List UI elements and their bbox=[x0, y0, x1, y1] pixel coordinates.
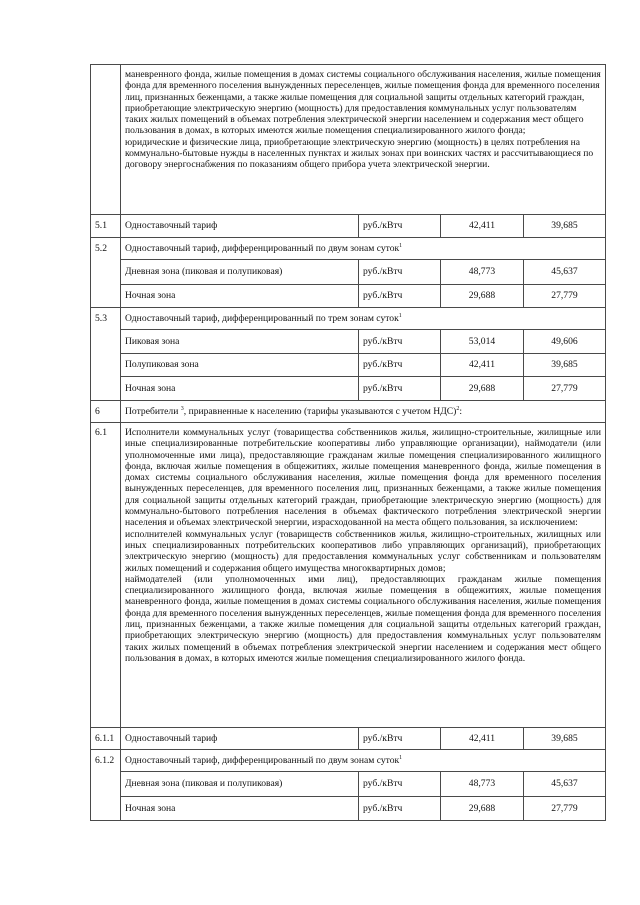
section-header bbox=[121, 401, 606, 423]
unit: руб./кВтч bbox=[359, 285, 441, 308]
table-row-5-1 bbox=[91, 215, 606, 238]
tariff-name: Одноставочный тариф, дифференцированный по трем зонам суток bbox=[125, 312, 399, 324]
row-number bbox=[91, 238, 121, 308]
unit: руб./кВтч bbox=[359, 772, 441, 797]
row-number: 6.1.1 bbox=[91, 728, 121, 750]
table-row-5-3-halfpeak bbox=[91, 354, 606, 377]
value-2: 39,685 bbox=[524, 728, 606, 750]
unit: руб./кВтч bbox=[359, 354, 441, 377]
value-2: 45,637 bbox=[524, 772, 606, 797]
tariff-group-header bbox=[121, 308, 606, 330]
tariff-table bbox=[90, 64, 606, 821]
row-number: 5.1 bbox=[91, 215, 121, 238]
value-2: 27,779 bbox=[524, 797, 606, 821]
value-1: 42,411 bbox=[441, 354, 524, 377]
intro-paragraph-2: юридические и физические лица, приобретающие электрическую энергию (мощность) в целях потребления на коммунально-бытовые нужды в населенных пунктах и жилых зонах при воинских частях и рассчитывающиеся по договору энергоснабжения по показаниям общего прибора учета электрической энергии. bbox=[125, 136, 594, 171]
row-number bbox=[91, 750, 121, 821]
row-number-text: 5.3 bbox=[95, 313, 107, 324]
table-row-intro bbox=[91, 65, 606, 215]
unit: руб./кВтч bbox=[359, 728, 441, 750]
consumers-paragraph-3: наймодателей (или уполномоченных ими лиц), предоставляющих гражданам жилые помещения специализированного жилищного фонда, включая жилые помещения в общежитиях, жилые помещения маневренного фонда, жилые помещения в домах системы социального обслуживания населения, жилые помещения фонда для временного поселения вынужденных переселенцев, жилые помещения фонда для временного поселения лиц, признанных беженцами, а также жилые помещения для социальной защиты отдельных категорий граждан, приобретающих электрическую энергию (мощность) для предоставления коммунальных услуг пользователям таких жилых помещений в объемах потребления электрической энергии населением и содержания мест общего пользования в домах, в которых имеются жилые помещения специализированного жилого фонда. bbox=[125, 573, 601, 664]
footnote-mark: 1 bbox=[399, 754, 403, 761]
zone-name: Ночная зона bbox=[121, 797, 359, 821]
table-row-6 bbox=[91, 401, 606, 423]
value-2: 27,779 bbox=[524, 285, 606, 308]
value-1: 29,688 bbox=[441, 377, 524, 401]
value-1: 48,773 bbox=[441, 260, 524, 285]
tariff-table-page bbox=[90, 64, 605, 821]
consumers-paragraph-1: Исполнители коммунальных услуг (товарищества собственников жилья, жилищно-строительные, жилищные или иные специализированные потребительские кооперативы либо управляющие организации), наймодатели (или уполномоченные ими лица), предоставляющие гражданам жилые помещения специализированного жилищного фонда, включая жилые помещения в общежитиях, жилые помещения маневренного фонда, жилые помещения в домах системы социального обслуживания населения, жилые помещения фонда для временного поселения вынужденных переселенцев, для временного поселения лиц, признанных беженцами, а также жилые помещения для социальной защиты отдельных категорий граждан, приобретающие электрическую энергию (мощность) для коммунально-бытового потребления населения в объемах фактического потребления электрической энергии населения и объемах электрической энергии, израсходованной на места общего пользования, за исключением: bbox=[125, 427, 601, 529]
section-title-c: : bbox=[459, 405, 463, 417]
value-1: 42,411 bbox=[441, 215, 524, 238]
tariff-name: Одноставочный тариф, дифференцированный по двум зонам суток bbox=[125, 754, 400, 766]
footnote-mark: 1 bbox=[398, 312, 402, 319]
table-row-6-1-2-night bbox=[91, 797, 606, 821]
row-number-text: 5.2 bbox=[95, 243, 107, 254]
zone-name: Дневная зона (пиковая и полупиковая) bbox=[121, 260, 359, 285]
unit: руб./кВтч bbox=[359, 797, 441, 821]
table-row-5-2-day bbox=[91, 260, 606, 285]
section-title-b: , приравненные к населению (тарифы указываются с учетом НДС) bbox=[183, 405, 457, 417]
footnote-mark: 3 bbox=[180, 405, 184, 412]
table-row-5-3-night bbox=[91, 377, 606, 401]
unit: руб./кВтч bbox=[359, 260, 441, 285]
tariff-name: Одноставочный тариф bbox=[121, 215, 359, 238]
unit: руб./кВтч bbox=[359, 377, 441, 401]
consumers-description bbox=[121, 423, 606, 728]
value-1: 29,688 bbox=[441, 285, 524, 308]
row-number: 6 bbox=[91, 401, 121, 423]
row-number-text: 6.1.2 bbox=[95, 755, 115, 766]
zone-name: Полупиковая зона bbox=[121, 354, 359, 377]
table-row-5-3-peak bbox=[91, 330, 606, 354]
table-row-5-2-night bbox=[91, 285, 606, 308]
footnote-mark: 1 bbox=[399, 242, 403, 249]
row-number-empty bbox=[91, 65, 121, 215]
zone-name: Ночная зона bbox=[121, 285, 359, 308]
zone-name: Ночная зона bbox=[121, 377, 359, 401]
value-1: 53,014 bbox=[441, 330, 524, 354]
table-row-5-2 bbox=[91, 238, 606, 260]
tariff-name: Одноставочный тариф, дифференцированный по двум зонам суток bbox=[125, 242, 400, 254]
footnote-mark: 2 bbox=[456, 405, 460, 412]
value-1: 48,773 bbox=[441, 772, 524, 797]
value-2: 27,779 bbox=[524, 377, 606, 401]
unit: руб./кВтч bbox=[359, 330, 441, 354]
tariff-group-header bbox=[121, 750, 606, 772]
value-1: 42,411 bbox=[441, 728, 524, 750]
consumers-paragraph-2: исполнителей коммунальных услуг (товариществ собственников жилья, жилищно-строительных, жилищных или иных специализированных потребительских кооперативов либо управляющих организаций), приобретающих электрическую энергию (мощность) для предоставления коммунальных услуг собственникам и пользователям жилых помещений и содержания общего имущества многоквартирных домов; bbox=[125, 528, 601, 574]
intro-description bbox=[121, 65, 606, 215]
table-row-6-1 bbox=[91, 423, 606, 728]
zone-name: Дневная зона (пиковая и полупиковая) bbox=[121, 772, 359, 797]
row-number bbox=[91, 308, 121, 401]
value-2: 45,637 bbox=[524, 260, 606, 285]
value-1: 29,688 bbox=[441, 797, 524, 821]
table-row-5-3 bbox=[91, 308, 606, 330]
row-number bbox=[91, 423, 121, 728]
zone-name: Пиковая зона bbox=[121, 330, 359, 354]
section-title-a: Потребители bbox=[125, 405, 179, 417]
tariff-group-header bbox=[121, 238, 606, 260]
value-2: 49,606 bbox=[524, 330, 606, 354]
intro-paragraph-1: маневренного фонда, жилые помещения в домах системы социального обслуживания населения, жилые помещения фонда для временного поселения вынужденных переселенцев, жилые помещения фонда для временного поселения лиц, признанных беженцами, а также жилые помещения для социальной защиты отдельных категорий граждан, приобретающие электрическую энергию (мощность) для предоставления коммунальных услуг пользователям таких жилых помещений в объемах потребления электрической энергии населением и содержания мест общего пользования в домах, в которых имеются жилые помещения специализированного жилого фонда; bbox=[125, 69, 601, 137]
value-2: 39,685 bbox=[524, 215, 606, 238]
tariff-name: Одноставочный тариф bbox=[121, 728, 359, 750]
table-row-6-1-1 bbox=[91, 728, 606, 750]
table-row-6-1-2 bbox=[91, 750, 606, 772]
row-number-text: 6.1 bbox=[95, 427, 107, 438]
value-2: 39,685 bbox=[524, 354, 606, 377]
table-row-6-1-2-day bbox=[91, 772, 606, 797]
unit: руб./кВтч bbox=[359, 215, 441, 238]
